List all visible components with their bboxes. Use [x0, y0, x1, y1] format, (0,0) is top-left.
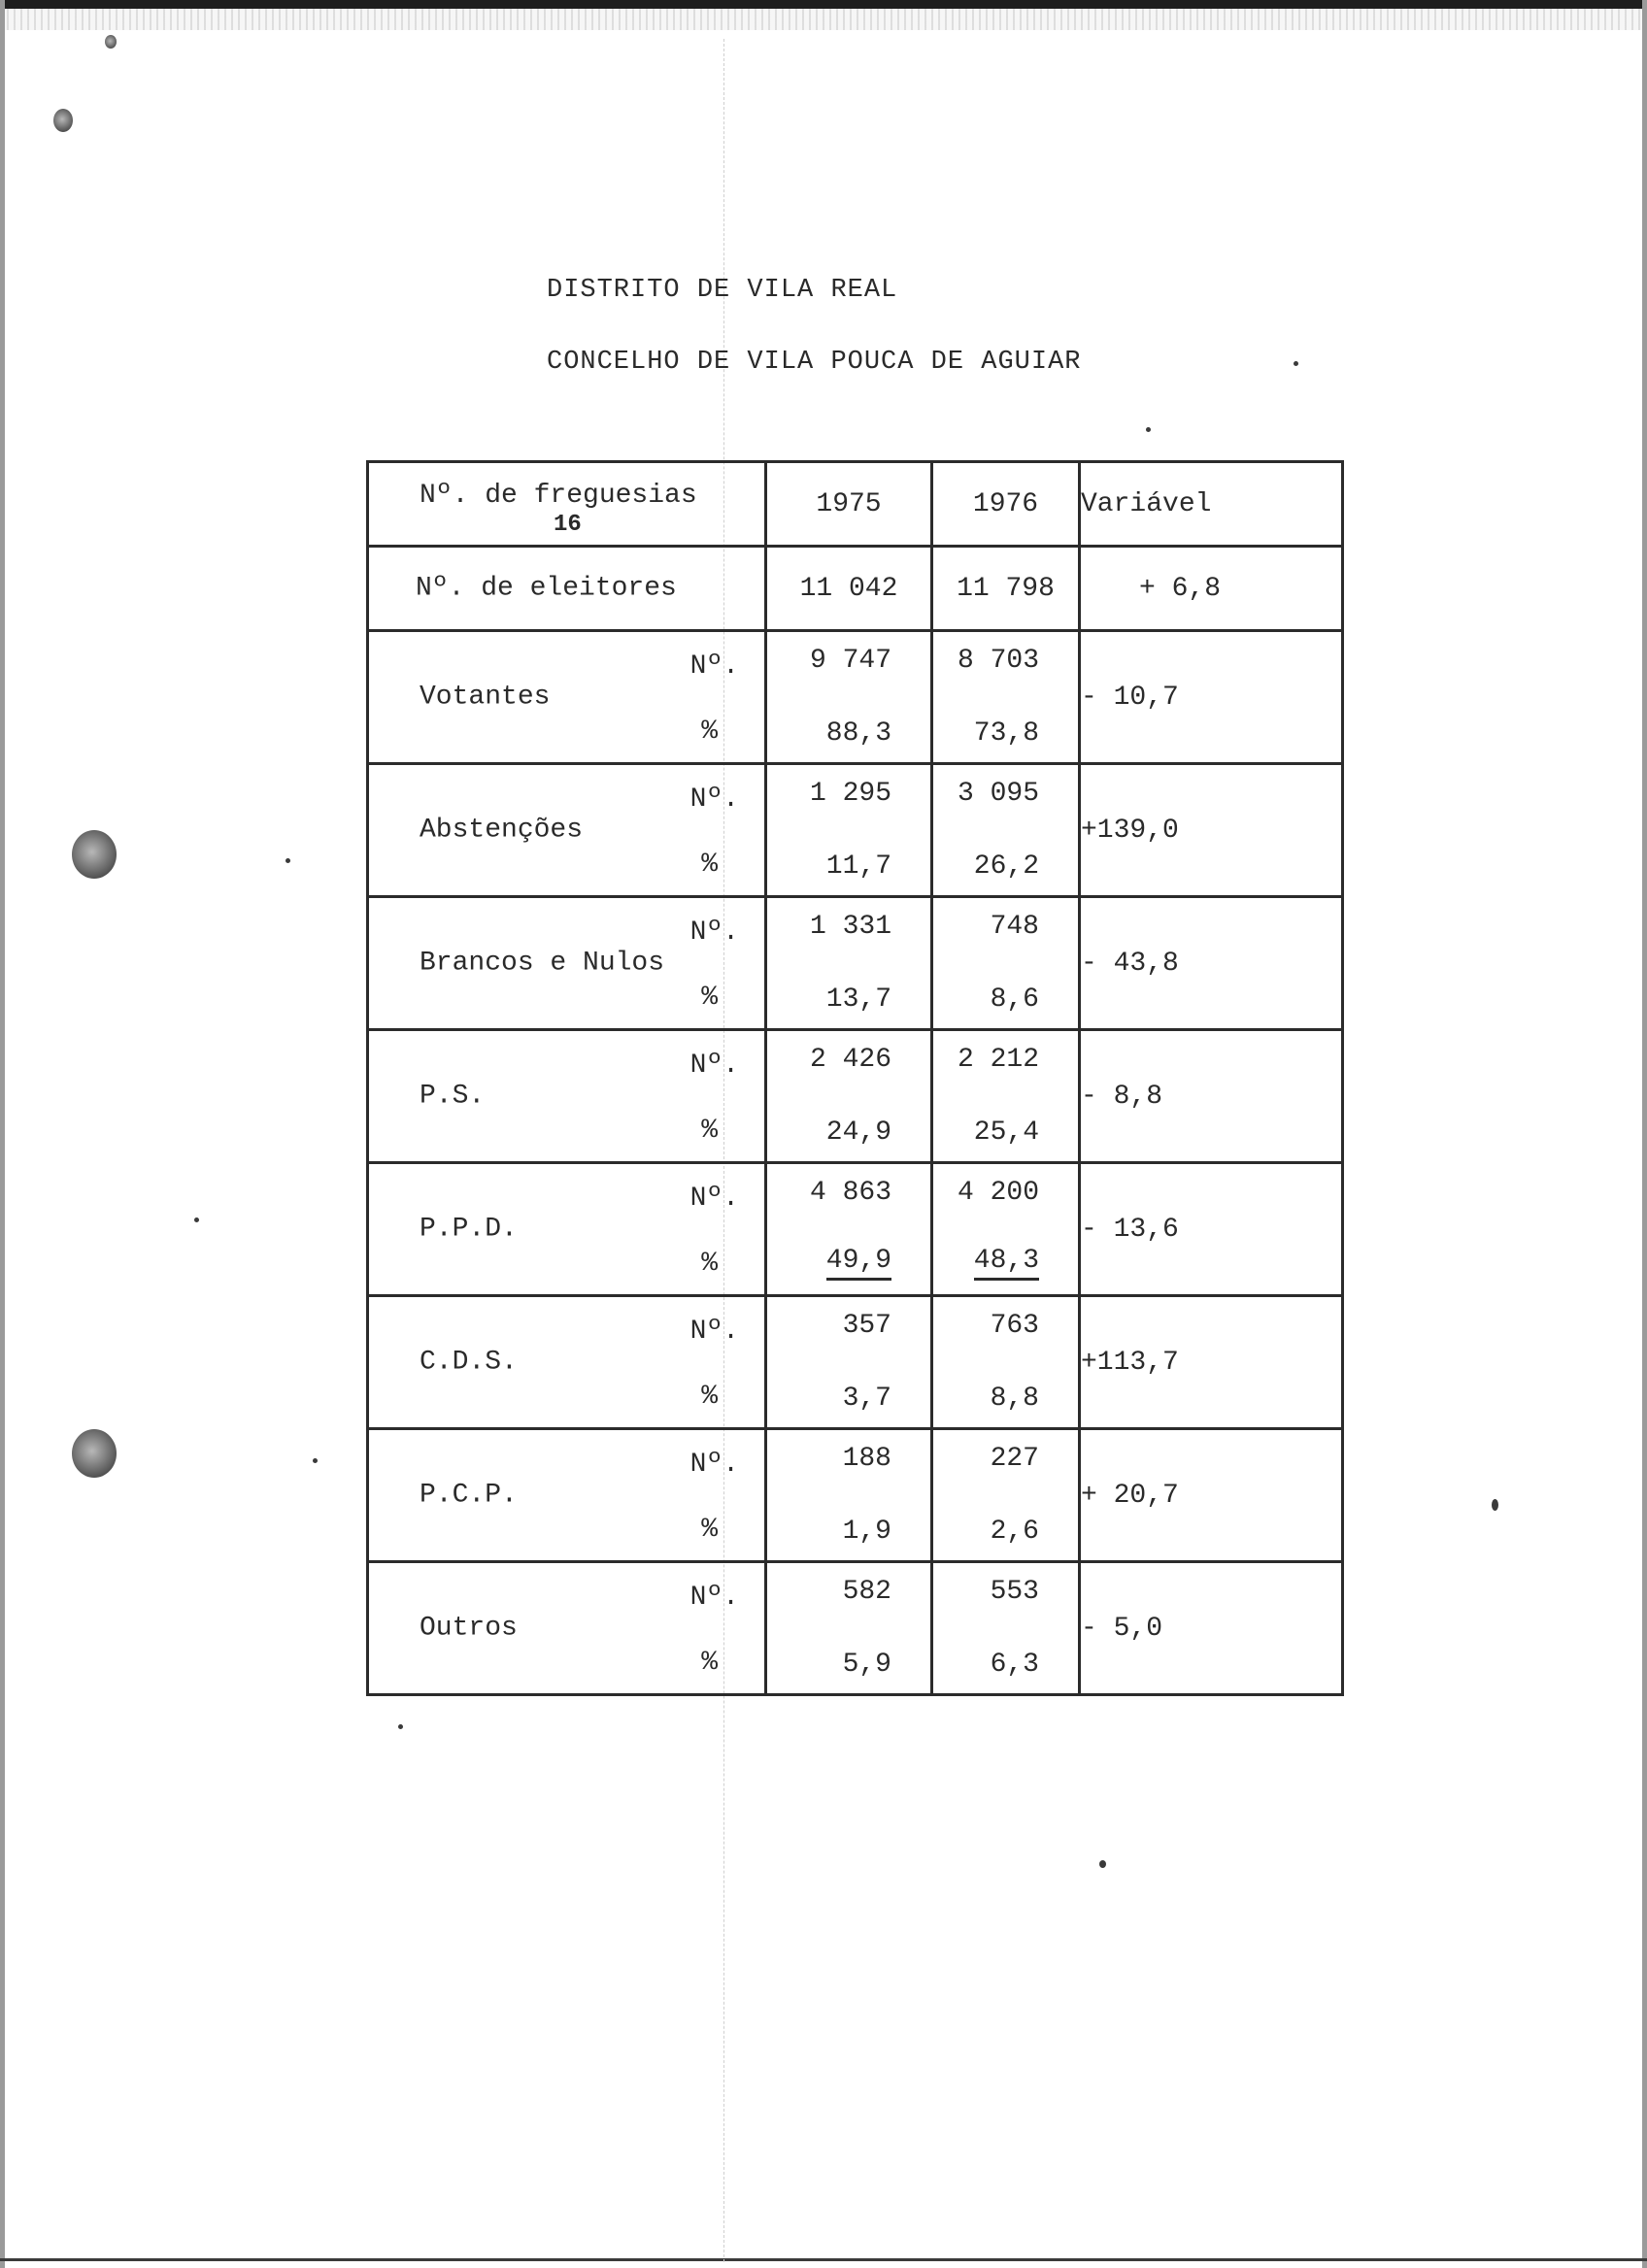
- count-marker: Nº.: [689, 1051, 739, 1081]
- top-scan-border: [0, 0, 1647, 9]
- speck-mark: [286, 858, 290, 863]
- percent-1976: 73,8: [973, 718, 1039, 749]
- variation-value: - 43,8: [1080, 897, 1343, 1030]
- percent-1976: 2,6: [990, 1517, 1039, 1547]
- values-1975-cell: [766, 1562, 932, 1695]
- row-p-p-d: [368, 1163, 1343, 1296]
- percent-1976: 8,8: [990, 1384, 1039, 1414]
- percent-marker: %: [701, 717, 718, 747]
- speck-mark: [1099, 1860, 1106, 1868]
- row-label: P.P.D.: [420, 1214, 518, 1245]
- percent-1975: 13,7: [825, 984, 891, 1015]
- percent-1976: 26,2: [973, 851, 1039, 882]
- percent-marker: %: [701, 983, 718, 1013]
- speck-mark: [1492, 1499, 1498, 1511]
- top-scan-noise: [0, 9, 1647, 30]
- count-marker: Nº.: [689, 651, 739, 682]
- values-1976-cell: [932, 764, 1080, 897]
- row-c-d-s: [368, 1296, 1343, 1429]
- percent-1976: 8,6: [990, 984, 1039, 1015]
- count-1975: 1 331: [809, 912, 891, 942]
- parish-count-value: 16: [554, 512, 582, 538]
- row-label-cell: [368, 1429, 766, 1562]
- punch-hole-mark: [53, 109, 73, 132]
- variation-value: +113,7: [1080, 1296, 1343, 1429]
- bottom-scan-border: [0, 2258, 1647, 2261]
- percent-marker: %: [701, 1515, 718, 1545]
- values-1975-cell: [766, 764, 932, 897]
- values-1975-cell: [766, 1429, 932, 1562]
- electors-label: Nº. de eleitores: [416, 573, 677, 604]
- row-label-cell: [368, 1562, 766, 1695]
- electors-1976: 11 798: [932, 547, 1080, 631]
- percent-marker: %: [701, 1648, 718, 1678]
- count-1976: 227: [990, 1444, 1039, 1474]
- count-1975: 4 863: [809, 1178, 891, 1208]
- values-1976-cell: [932, 1429, 1080, 1562]
- row-label-cell: [368, 897, 766, 1030]
- row-label-cell: [368, 631, 766, 764]
- count-1975: 582: [842, 1577, 891, 1607]
- count-1975: 357: [842, 1311, 891, 1341]
- punch-hole-mark: [72, 1429, 117, 1478]
- variation-value: + 20,7: [1080, 1429, 1343, 1562]
- row-label: Abstenções: [420, 815, 584, 846]
- year-1976-header: 1976: [932, 462, 1080, 547]
- row-p-s: [368, 1030, 1343, 1163]
- percent-1975: 1,9: [842, 1517, 891, 1547]
- speck-mark: [1294, 361, 1298, 366]
- electors-row: [368, 547, 1343, 631]
- count-marker: Nº.: [689, 784, 739, 815]
- values-1976-cell: [932, 897, 1080, 1030]
- count-1976: 2 212: [957, 1045, 1039, 1075]
- row-label-cell: [368, 1163, 766, 1296]
- results-body: [368, 631, 1343, 1695]
- variation-value: - 13,6: [1080, 1163, 1343, 1296]
- count-1976: 763: [990, 1311, 1039, 1341]
- count-1976: 748: [990, 912, 1039, 942]
- row-label: Brancos e Nulos: [420, 948, 665, 979]
- row-label: P.C.P.: [420, 1480, 518, 1511]
- percent-1976: 48,3: [974, 1246, 1039, 1281]
- row-label: Outros: [420, 1613, 518, 1644]
- count-1976: 553: [990, 1577, 1039, 1607]
- punch-hole-mark: [72, 830, 117, 879]
- variation-header: Variável: [1080, 462, 1343, 547]
- percent-1976: 25,4: [973, 1117, 1039, 1148]
- variation-value: - 10,7: [1080, 631, 1343, 764]
- row-label-cell: [368, 1030, 766, 1163]
- count-1975: 9 747: [809, 646, 891, 676]
- district-title: DISTRITO DE VILA REAL: [547, 276, 898, 305]
- speck-mark: [398, 1724, 403, 1729]
- count-marker: Nº.: [689, 1184, 739, 1214]
- count-1976: 8 703: [957, 646, 1039, 676]
- values-1976-cell: [932, 1562, 1080, 1695]
- percent-marker: %: [701, 1382, 718, 1412]
- parish-count-label: Nº. de freguesias: [420, 481, 697, 511]
- values-1975-cell: [766, 1163, 932, 1296]
- row-p-c-p: [368, 1429, 1343, 1562]
- count-marker: Nº.: [689, 917, 739, 948]
- right-scan-border: [1642, 0, 1647, 2268]
- values-1976-cell: [932, 631, 1080, 764]
- punch-hole-mark: [105, 35, 117, 49]
- year-1975-header: 1975: [766, 462, 932, 547]
- variation-value: - 5,0: [1080, 1562, 1343, 1695]
- row-brancos-e-nulos: [368, 897, 1343, 1030]
- count-1975: 2 426: [809, 1045, 891, 1075]
- values-1976-cell: [932, 1030, 1080, 1163]
- variation-value: +139,0: [1080, 764, 1343, 897]
- row-label: C.D.S.: [420, 1347, 518, 1378]
- percent-1976: 6,3: [990, 1650, 1039, 1680]
- percent-1975: 24,9: [825, 1117, 891, 1148]
- election-results-table: [366, 460, 1344, 1696]
- header-row: [368, 462, 1343, 547]
- speck-mark: [194, 1217, 199, 1222]
- row-label-cell: [368, 1296, 766, 1429]
- parish-count-header: [368, 462, 766, 547]
- row-label-cell: [368, 764, 766, 897]
- percent-1975: 11,7: [825, 851, 891, 882]
- percent-1975: 5,9: [842, 1650, 891, 1680]
- count-marker: Nº.: [689, 1317, 739, 1347]
- count-1976: 3 095: [957, 779, 1039, 809]
- row-abstencoes: [368, 764, 1343, 897]
- row-outros: [368, 1562, 1343, 1695]
- count-1975: 1 295: [809, 779, 891, 809]
- values-1975-cell: [766, 1030, 932, 1163]
- row-votantes: [368, 631, 1343, 764]
- variation-value: - 8,8: [1080, 1030, 1343, 1163]
- values-1976-cell: [932, 1163, 1080, 1296]
- values-1975-cell: [766, 1296, 932, 1429]
- values-1975-cell: [766, 631, 932, 764]
- percent-1975: 3,7: [842, 1384, 891, 1414]
- row-label: Votantes: [420, 682, 551, 713]
- values-1975-cell: [766, 897, 932, 1030]
- electors-variation: + 6,8: [1080, 547, 1343, 631]
- count-marker: Nº.: [689, 1450, 739, 1480]
- electors-1975: 11 042: [766, 547, 932, 631]
- percent-1975: 49,9: [826, 1246, 891, 1281]
- speck-mark: [313, 1458, 318, 1463]
- percent-marker: %: [701, 1116, 718, 1146]
- count-1976: 4 200: [957, 1178, 1039, 1208]
- count-1975: 188: [842, 1444, 891, 1474]
- count-marker: Nº.: [689, 1583, 739, 1613]
- values-1976-cell: [932, 1296, 1080, 1429]
- percent-marker: %: [701, 850, 718, 880]
- row-label: P.S.: [420, 1081, 486, 1112]
- municipality-title: CONCELHO DE VILA POUCA DE AGUIAR: [547, 348, 1082, 377]
- percent-1975: 88,3: [825, 718, 891, 749]
- electors-label-cell: [368, 547, 766, 631]
- left-scan-border: [0, 0, 5, 2268]
- speck-mark: [1146, 427, 1151, 432]
- percent-marker: %: [701, 1249, 718, 1279]
